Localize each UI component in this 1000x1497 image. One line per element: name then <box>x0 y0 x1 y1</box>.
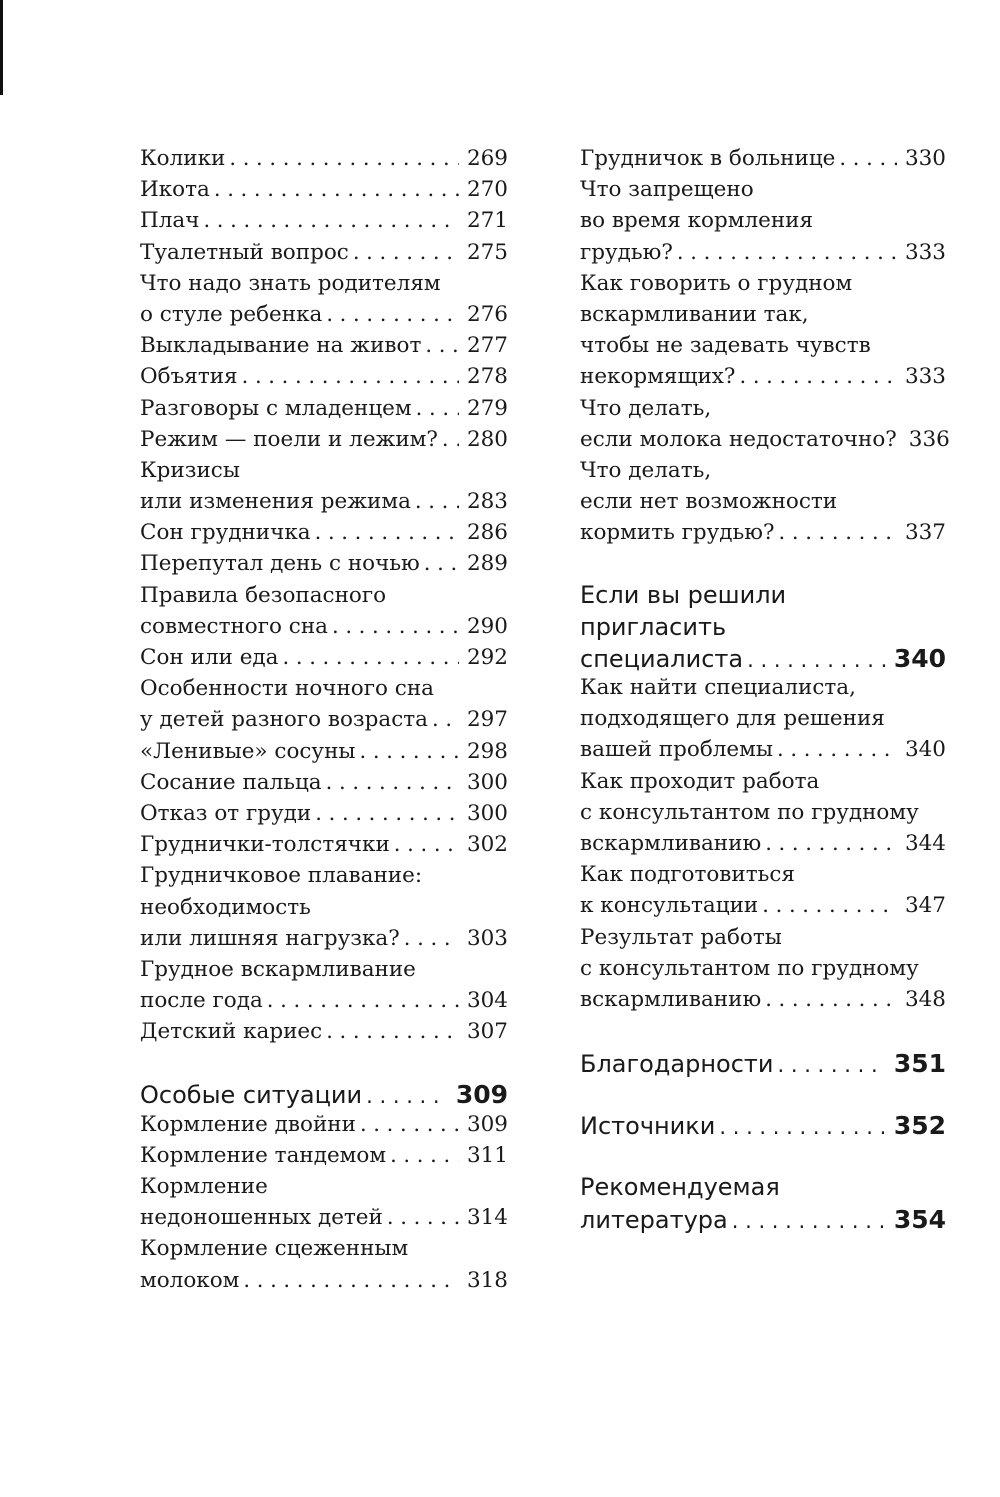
dot-leader <box>326 302 459 326</box>
toc-entry-title: Кормление <box>140 1174 268 1199</box>
toc-page-number: 309 <box>466 1111 508 1137</box>
toc-page-number: 275 <box>466 239 508 265</box>
toc-page-number: 311 <box>466 1142 508 1168</box>
toc-entry[interactable] <box>140 832 508 863</box>
toc-page-number: 300 <box>466 800 508 826</box>
toc-entry-line <box>140 645 508 676</box>
toc-entry[interactable] <box>140 770 508 801</box>
toc-entry-title: Кормление двойни <box>140 1111 356 1137</box>
toc-entry-title: или лишняя нагрузка? <box>140 925 400 951</box>
toc-entry-line <box>140 489 508 520</box>
toc-page-number: 348 <box>904 986 946 1012</box>
toc-group-right-b <box>580 675 946 1018</box>
toc-entry-line <box>140 364 508 395</box>
toc-entry-title: недоношенных детей <box>140 1205 383 1231</box>
toc-entry-title: Объятия <box>140 364 238 390</box>
toc-entry-title: с консультантом по грудному <box>580 799 919 825</box>
toc-entry-line <box>140 208 508 239</box>
toc-page-number: 298 <box>466 738 508 764</box>
toc-entry-line <box>140 895 508 926</box>
toc-entry-line <box>580 862 946 893</box>
dot-leader <box>315 801 459 825</box>
toc-entry[interactable] <box>580 177 946 271</box>
toc-entry-title: некормящих? <box>580 364 736 390</box>
toc-entry-line <box>580 581 946 612</box>
toc-page-number: 276 <box>466 301 508 327</box>
toc-entry[interactable] <box>140 177 508 208</box>
toc-entry-title: Перепутал день с ночью <box>140 551 420 577</box>
toc-entry-line <box>580 333 946 364</box>
toc-page-number: 300 <box>466 769 508 795</box>
toc-entry-line <box>140 583 508 614</box>
dot-leader <box>719 1115 885 1139</box>
toc-page-number: 280 <box>466 426 508 452</box>
toc-entry-line <box>580 177 946 208</box>
toc-page-number: 278 <box>466 364 508 390</box>
toc-entry[interactable] <box>580 862 946 924</box>
toc-entry-line <box>140 146 508 177</box>
dot-leader <box>839 146 897 170</box>
toc-group-right-a <box>580 146 950 551</box>
toc-entry-title: с консультантом по грудному <box>580 955 919 981</box>
toc-entry-line <box>580 675 946 706</box>
dot-leader <box>442 427 459 451</box>
toc-section-entry[interactable] <box>580 1173 946 1235</box>
toc-entry[interactable] <box>140 1019 508 1050</box>
toc-entry-title: чтобы не задевать чувств <box>580 333 871 359</box>
toc-page-number: 354 <box>893 1204 946 1234</box>
toc-section-title: пригласить <box>580 612 727 641</box>
toc-entry-line <box>580 458 946 489</box>
toc-page-number: 340 <box>904 737 946 763</box>
toc-page-number: 292 <box>466 645 508 670</box>
toc-entry-title: совместного сна <box>140 613 328 639</box>
toc-section-literature[interactable] <box>580 1173 946 1235</box>
toc-entry-line <box>580 302 946 333</box>
toc-page-number: 351 <box>893 1049 946 1079</box>
dot-leader <box>243 1268 459 1292</box>
toc-entry-title: Выкладывание на живот <box>140 333 422 359</box>
toc-entry-title: Туалетный вопрос <box>140 239 349 265</box>
toc-page-number: 307 <box>466 1019 508 1045</box>
toc-entry-line <box>140 988 508 1019</box>
toc-entry-line <box>140 1019 508 1050</box>
toc-entry-line <box>140 1236 508 1267</box>
dot-leader <box>765 987 897 1011</box>
toc-entry-title: Грудничок в больнице <box>580 146 836 171</box>
toc-page-number: 330 <box>904 146 946 171</box>
dot-leader <box>394 832 459 856</box>
toc-entry-title: или изменения режима <box>140 489 411 515</box>
toc-section-entry[interactable] <box>140 1080 508 1111</box>
toc-page-number: 289 <box>466 551 508 577</box>
toc-entry-line <box>580 489 946 520</box>
section-gap <box>580 1018 946 1049</box>
dot-leader <box>360 1112 459 1136</box>
dot-leader <box>777 737 897 761</box>
toc-page-number: 333 <box>904 239 946 265</box>
toc-entry-line <box>580 706 946 737</box>
toc-page-number: 290 <box>466 613 508 639</box>
toc-entry-title: Детский кариес <box>140 1019 323 1045</box>
toc-page-number: 277 <box>466 333 508 359</box>
toc-page-number: 303 <box>466 925 508 951</box>
toc-entry-line <box>140 739 508 770</box>
toc-entry-line <box>580 1049 946 1080</box>
toc-entry[interactable] <box>140 863 508 957</box>
toc-entry[interactable] <box>140 208 508 239</box>
dot-leader <box>326 770 459 794</box>
toc-entry-title: Плач <box>140 208 200 234</box>
dot-leader <box>332 614 459 638</box>
toc-page-number: 318 <box>466 1267 508 1293</box>
toc-page-number: 270 <box>466 177 508 203</box>
toc-entry-title: Сон или еда <box>140 645 279 670</box>
toc-section-sources[interactable] <box>580 1111 946 1142</box>
toc-entry-title: у детей разного возраста <box>140 707 428 733</box>
toc-entry-title: вскармливанию <box>580 986 762 1012</box>
toc-section-title: Если вы решили <box>580 581 787 610</box>
toc-entry-title: Кризисы <box>140 457 240 483</box>
toc-entry-line <box>580 613 946 644</box>
toc-entry-title: Груднички-толстячки <box>140 832 390 858</box>
toc-entry-title: Сосание пальца <box>140 769 322 795</box>
toc-entry-title: кормить грудью? <box>580 520 775 546</box>
dot-leader <box>416 396 459 420</box>
dot-leader <box>283 645 459 669</box>
dot-leader <box>387 1205 459 1229</box>
toc-entry-line <box>580 364 946 395</box>
toc-entry-line <box>140 396 508 427</box>
dot-leader <box>762 893 897 917</box>
toc-page-number: 297 <box>466 707 508 733</box>
toc-entry-line <box>580 208 946 239</box>
toc-entry-line <box>580 426 950 458</box>
toc-entry[interactable] <box>140 520 508 551</box>
toc-entry[interactable] <box>580 458 946 552</box>
toc-page-number: 269 <box>466 146 508 171</box>
toc-entry[interactable] <box>580 675 946 769</box>
toc-entry[interactable] <box>140 645 508 676</box>
section-gap <box>580 551 946 581</box>
toc-entry-title: во время кормления <box>580 208 814 234</box>
toc-entry-title: Что делать, <box>580 457 712 483</box>
toc-section-entry[interactable] <box>580 1111 946 1142</box>
toc-entry-title: Что делать, <box>580 395 712 421</box>
toc-page-number: 352 <box>893 1111 946 1141</box>
toc-entry-title: если нет возможности <box>580 489 838 515</box>
toc-section-title: Источники <box>580 1112 716 1141</box>
toc-entry[interactable] <box>140 458 508 520</box>
toc-entry-title: Режим — поели и лежим? <box>140 426 438 452</box>
toc-entry-title: вскармливании так, <box>580 301 809 327</box>
toc-entry-line <box>140 1080 508 1111</box>
toc-entry-title: необходимость <box>140 894 311 920</box>
toc-entry-title: Грудное вскармливание <box>140 956 416 982</box>
toc-entry-line <box>140 926 508 957</box>
dot-leader <box>739 364 896 388</box>
toc-entry[interactable] <box>580 769 946 863</box>
toc-entry-title: грудью? <box>580 239 673 265</box>
toc-entry[interactable] <box>140 583 508 645</box>
toc-entry-title: подходящего для решения <box>580 706 885 732</box>
toc-page-number: 337 <box>904 520 946 546</box>
toc-group-left-a <box>140 146 508 1050</box>
toc-entry-line <box>140 863 508 894</box>
toc-entry-title: Кормление тандемом <box>140 1142 387 1168</box>
toc-entry-title: Отказ от груди <box>140 800 312 826</box>
toc-entry-line <box>580 737 946 768</box>
toc-section-title: Рекомендуемая <box>580 1173 780 1202</box>
toc-section-title: Благодарности <box>580 1050 774 1079</box>
toc-page-number: 314 <box>466 1205 508 1231</box>
toc-entry-title: Колики <box>140 146 226 171</box>
toc-entry-line <box>580 146 946 177</box>
toc-entry[interactable] <box>140 240 508 271</box>
dot-leader <box>229 146 459 170</box>
dot-leader <box>415 489 459 513</box>
dot-leader <box>425 333 459 357</box>
toc-entry[interactable] <box>140 333 508 364</box>
toc-entry[interactable] <box>140 1174 508 1236</box>
toc-entry[interactable] <box>140 146 508 177</box>
toc-entry-line <box>140 333 508 364</box>
toc-entry[interactable] <box>140 801 508 832</box>
toc-entry[interactable] <box>140 427 508 458</box>
toc-entry-line <box>140 520 508 551</box>
toc-entry-title: к консультации <box>580 893 759 919</box>
toc-entry-title: Особенности ночного сна <box>140 676 434 702</box>
toc-entry-title: Икота <box>140 177 210 203</box>
toc-page-number: 286 <box>466 520 508 546</box>
toc-entry-line <box>580 956 946 987</box>
toc-entry[interactable] <box>140 364 508 395</box>
toc-section-title: литература <box>580 1205 728 1234</box>
toc-entry-line <box>580 1111 946 1142</box>
toc-entry-line <box>140 458 508 489</box>
toc-entry[interactable] <box>140 1236 508 1298</box>
section-gap <box>140 1050 508 1080</box>
toc-entry[interactable] <box>140 271 508 333</box>
toc-entry-line <box>580 893 946 924</box>
toc-entry-title: Разговоры с младенцем <box>140 395 412 421</box>
section-gap <box>580 1142 946 1173</box>
toc-entry[interactable] <box>140 396 508 427</box>
toc-page-number: 340 <box>893 643 946 673</box>
toc-page-number: 271 <box>466 208 508 234</box>
toc-section-specialist[interactable] <box>580 581 946 675</box>
toc-entry-title: Как проходит работа <box>580 768 820 794</box>
toc-section-special-situations[interactable] <box>140 1080 508 1111</box>
dot-leader <box>765 831 897 855</box>
toc-section-title: Особые ситуации <box>140 1081 363 1110</box>
toc-page-number: 344 <box>904 830 946 856</box>
toc-entry[interactable] <box>140 1112 508 1143</box>
section-gap <box>580 1080 946 1111</box>
toc-entry-title: вашей проблемы <box>580 737 773 763</box>
toc-page-number: 304 <box>466 988 508 1014</box>
dot-leader <box>360 739 459 763</box>
dot-leader <box>432 707 459 731</box>
toc-entry-line <box>580 271 946 302</box>
toc-entry-line <box>580 1205 946 1236</box>
page-edge-mark <box>0 0 3 95</box>
dot-leader <box>747 648 886 672</box>
dot-leader <box>315 520 459 544</box>
dot-leader <box>353 240 459 264</box>
toc-section-title: специалиста <box>580 644 744 673</box>
toc-entry[interactable] <box>140 676 508 738</box>
toc-entry-line <box>140 957 508 988</box>
toc-entry-title: Сон грудничка <box>140 520 311 546</box>
toc-page-number: 279 <box>466 395 508 421</box>
toc-page-number: 309 <box>455 1080 508 1110</box>
toc-page-number: 302 <box>466 832 508 858</box>
toc-entry[interactable] <box>580 271 946 396</box>
dot-leader <box>203 208 459 232</box>
toc-entry-line <box>140 1174 508 1205</box>
toc-entry-title: молоком <box>140 1267 240 1293</box>
toc-entry[interactable] <box>140 1143 508 1174</box>
toc-group-left-b <box>140 1112 508 1299</box>
toc-entry[interactable] <box>580 925 946 1019</box>
toc-entry-line <box>140 271 508 302</box>
dot-leader <box>366 1084 448 1108</box>
dot-leader <box>267 988 459 1012</box>
toc-entry-line <box>140 614 508 645</box>
dot-leader <box>326 1019 459 1043</box>
toc-page-number: 336 <box>908 426 950 452</box>
dot-leader <box>214 177 459 201</box>
toc-page-number: 283 <box>466 489 508 515</box>
toc-section-thanks[interactable] <box>580 1049 946 1080</box>
toc-entry-line <box>140 551 508 582</box>
toc-entry-title: Что запрещено <box>580 177 754 203</box>
toc-entry-line <box>580 644 946 675</box>
toc-entry-line <box>140 770 508 801</box>
toc-entry-line <box>580 800 946 831</box>
toc-entry-line <box>580 769 946 800</box>
toc-entry-line <box>140 302 508 333</box>
toc-entry[interactable] <box>580 146 946 177</box>
toc-entry-title: Кормление сцеженным <box>140 1236 409 1262</box>
dot-leader <box>779 520 897 544</box>
toc-entry-line <box>580 240 946 271</box>
toc-entry-line <box>580 520 946 551</box>
toc-entry[interactable] <box>140 957 508 1019</box>
toc-entry-title: Как подготовиться <box>580 862 795 888</box>
toc-entry-line <box>140 1268 508 1299</box>
toc-entry-title: если молока недостаточно? <box>580 426 897 452</box>
toc-entry-title: Результат работы <box>580 924 782 950</box>
toc-entry-title: Правила безопасного <box>140 582 387 608</box>
dot-leader <box>677 240 897 264</box>
toc-entry-title: вскармливанию <box>580 830 762 856</box>
toc-entry-line <box>580 925 946 956</box>
toc-entry-line <box>580 831 946 862</box>
toc-entry-line <box>580 396 946 427</box>
toc-entry-line <box>140 177 508 208</box>
toc-entry-title: Как говорить о грудном <box>580 270 853 296</box>
toc-entry[interactable] <box>580 395 950 458</box>
dot-leader <box>390 1143 459 1167</box>
dot-leader <box>424 551 459 575</box>
toc-entry-title: о стуле ребенка <box>140 301 323 327</box>
dot-leader <box>242 364 459 388</box>
toc-entry-title: Как найти специалиста, <box>580 675 856 700</box>
toc-left-column <box>140 146 508 1299</box>
dot-leader <box>778 1053 886 1077</box>
toc-entry-line <box>140 1143 508 1174</box>
toc-entry-line <box>140 1112 508 1143</box>
toc-page-number: 333 <box>904 364 946 390</box>
toc-entry-line <box>140 676 508 707</box>
toc-entry-title: Что надо знать родителям <box>140 270 441 296</box>
toc-entry-line <box>140 240 508 271</box>
toc-entry[interactable] <box>140 739 508 770</box>
toc-section-entry[interactable] <box>580 1049 946 1080</box>
toc-section-entry[interactable] <box>580 581 946 675</box>
toc-entry-line <box>580 1173 946 1204</box>
toc-entry-title: Грудничковое плавание: <box>140 863 423 889</box>
dot-leader <box>404 926 459 950</box>
toc-entry-line <box>140 427 508 458</box>
toc-entry-line <box>140 801 508 832</box>
toc-entry-line <box>140 1205 508 1236</box>
toc-entry-line <box>580 987 946 1018</box>
toc-entry-title: «Ленивые» сосуны <box>140 738 356 764</box>
toc-entry-title: после года <box>140 988 263 1014</box>
dot-leader <box>732 1209 886 1233</box>
toc-right-column <box>580 146 950 1236</box>
toc-entry-line <box>140 707 508 738</box>
toc-page-number: 347 <box>904 893 946 919</box>
toc-entry[interactable] <box>140 551 508 582</box>
toc-entry-line <box>140 832 508 863</box>
